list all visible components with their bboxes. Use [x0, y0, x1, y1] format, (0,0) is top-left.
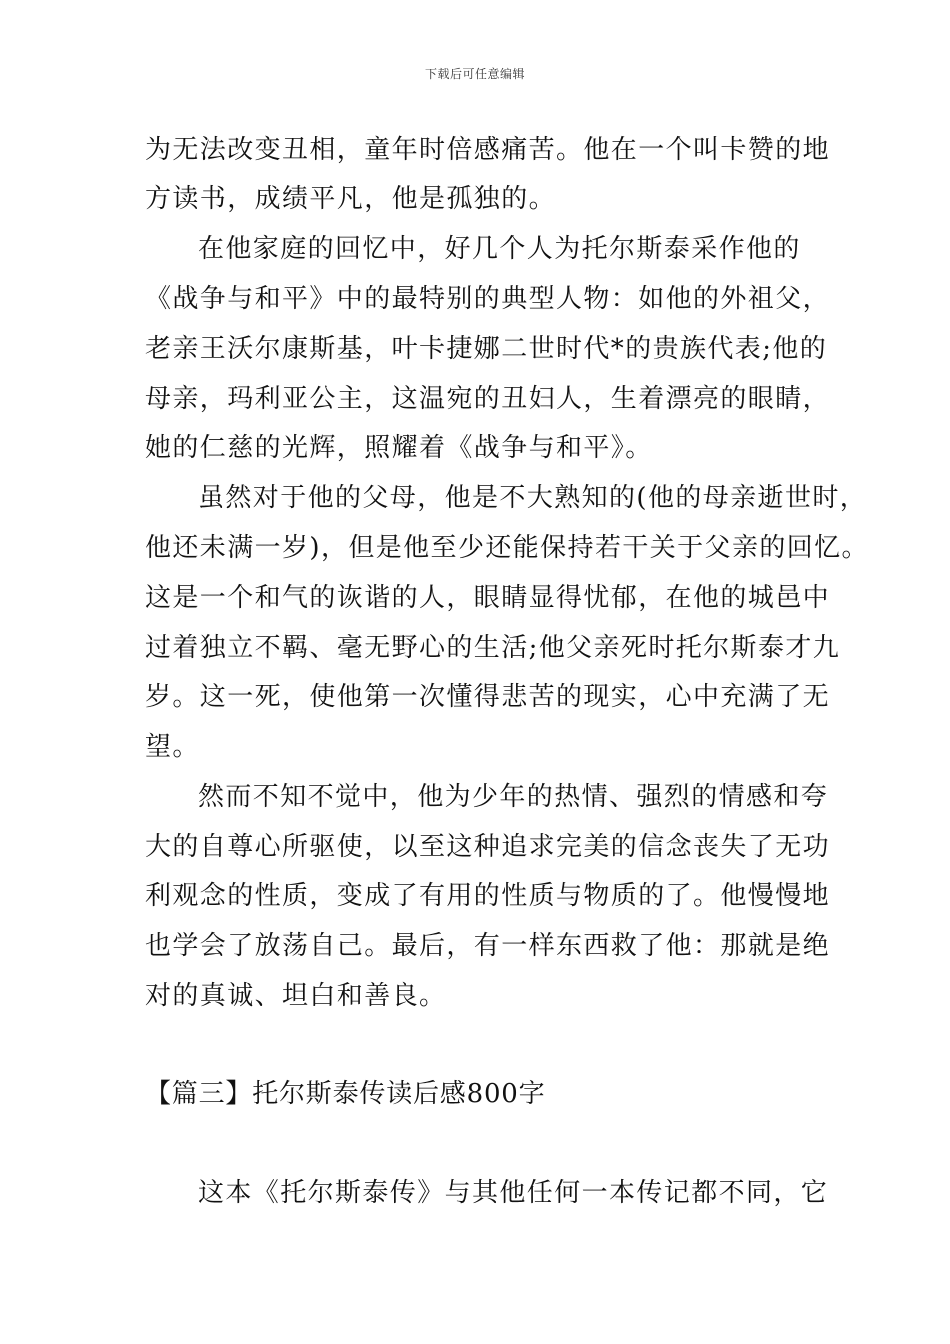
- text-line: 这是一个和气的诙谐的人，眼睛显得忧郁，在他的城邑中: [145, 583, 831, 613]
- text-line: 虽然对于他的父母，他是不大熟知的(他的母亲逝世时，: [198, 483, 868, 513]
- text-line: 为无法改变丑相，童年时倍感痛苦。他在一个叫卡赞的地: [145, 135, 831, 165]
- text-line: 然而不知不觉中，他为少年的热情、强烈的情感和夸: [198, 782, 829, 812]
- text-line: 方读书，成绩平凡，他是孤独的。: [145, 184, 557, 214]
- text-line: 她的仁慈的光辉，照耀着《战争与和平》。: [145, 433, 653, 463]
- text-line: 也学会了放荡自己。最后，有一样东西救了他：那就是绝: [145, 931, 831, 961]
- text-line: 母亲，玛利亚公主，这温宛的丑妇人，生着漂亮的眼睛，: [145, 384, 831, 414]
- text-line: 过着独立不羁、毫无野心的生活;他父亲死时托尔斯泰才九: [145, 633, 841, 663]
- text-line: 岁。这一死，使他第一次懂得悲苦的现实，心中充满了无: [145, 682, 831, 712]
- text-line: 利观念的性质，变成了有用的性质与物质的了。他慢慢地: [145, 881, 831, 911]
- text-line: 望。: [145, 732, 200, 762]
- page-header: 下载后可任意编辑: [424, 67, 525, 81]
- section-heading: 【篇三】托尔斯泰传读后感800字: [145, 1079, 546, 1109]
- text-line: 对的真诚、坦白和善良。: [145, 981, 447, 1011]
- text-line: 在他家庭的回忆中，好几个人为托尔斯泰采作他的: [198, 234, 801, 264]
- text-line: 他还未满一岁)，但是他至少还能保持若干关于父亲的回忆。: [145, 533, 869, 563]
- text-line: 老亲王沃尔康斯基，叶卡捷娜二世时代*的贵族代表;他的: [145, 334, 828, 364]
- text-line: 大的自尊心所驱使，以至这种追求完美的信念丧失了无功: [145, 832, 831, 862]
- text-line: 这本《托尔斯泰传》与其他任何一本传记都不同，它: [198, 1178, 829, 1208]
- text-line: 《战争与和平》中的最特别的典型人物：如他的外祖父，: [145, 284, 831, 314]
